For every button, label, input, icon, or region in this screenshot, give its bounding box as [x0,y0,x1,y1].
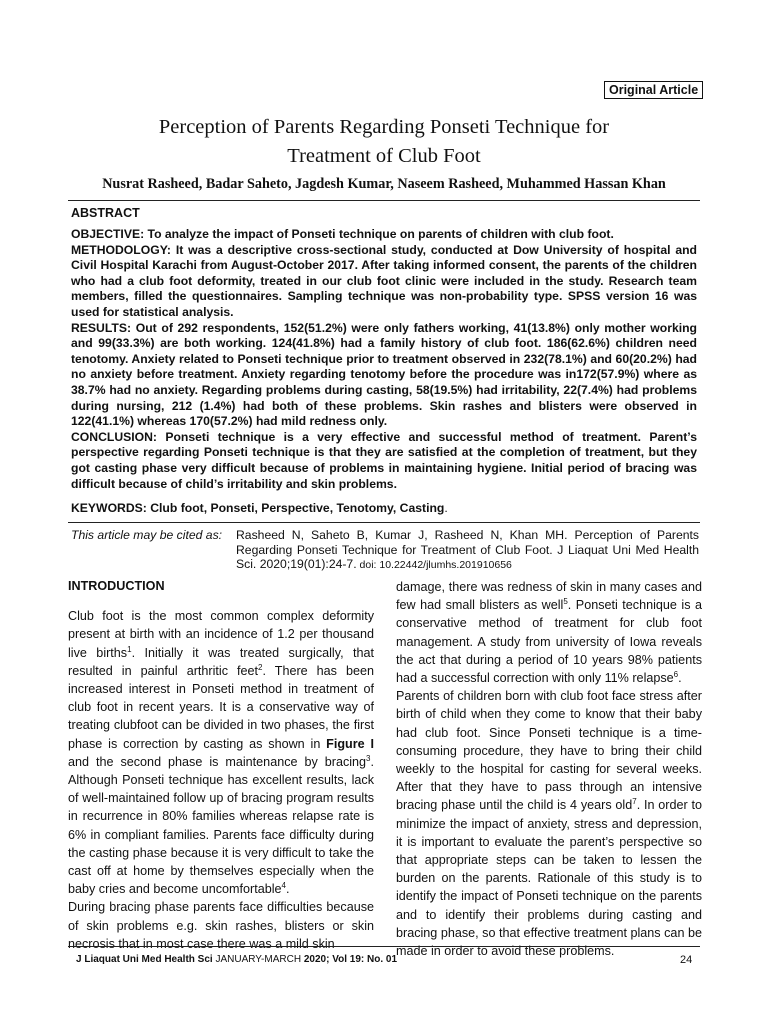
keywords-end: . [444,501,448,515]
journal-name: J Liaquat Uni Med Health Sci [76,954,213,965]
reference-marker: 4 [281,881,286,891]
objective-text: To analyze the impact of Ponseti technique on parents of children with club foot. [144,227,614,241]
intro-text: . In order to minimize the impact of anxiety, stress and depression, it is important to evaluate the parent’s perspective so that appropriate steps can be taken to lessen the burden on the parents. Rationale of this study is to identify the impact of Ponseti technique on the parents and to identify their problems during casting and bracing phase, so that effective treatment plans can be made in order to avoid these problems. [396,798,702,959]
intro-text: Parents of children born with club foot face stress after birth of child when they come to know that their baby had club foot. Since Ponseti technique is a time-consuming procedure, they have to bring their child weekly to the hospital for casting for several weeks. After that they have to pass through an intensive bracing phase until the child is 4 years old [396,689,702,813]
introduction-heading: INTRODUCTION [68,579,165,593]
article-title [68,113,700,171]
reference-marker: 5 [563,597,568,607]
abstract-objective [71,227,697,243]
author-list: Nusrat Rasheed, Badar Saheto, Jagdesh Kumar, Naseem Rasheed, Muhammed Hassan Khan [102,176,666,192]
keywords-label: KEYWORDS: [71,501,147,515]
intro-text: damage, there was redness of skin in many cases and few had small blisters as well [396,580,702,613]
figure-reference: Figure I [326,736,374,751]
abstract-methodology [71,243,697,321]
intro-text: . Ponseti technique is a conservative method of treatment for club foot management. A study from university of Iowa reveals the act that during a period of 10 years 98% patients had a successful correction with only 11% relapse [396,598,702,686]
citation-label: This article may be cited as: [71,528,223,542]
title-line-1: Perception of Parents Regarding Ponseti Technique for [158,116,610,138]
intro-paragraph-4 [396,687,702,960]
citation-text [236,528,699,573]
page-number: 24 [680,954,693,966]
results-label: RESULTS: [71,320,132,335]
issue-period: JANUARY-MARCH [212,954,304,965]
reference-marker: 1 [127,644,132,654]
citation-reference: Rasheed N, Saheto B, Kumar J, Rasheed N, Khan MH. Perception of Parents Regarding Ponseti Technique for Treatment of Club Foot. J Liaquat Uni Med Health Sci. 2020;19(01):24-7. [236,528,699,572]
intro-text: . There has been increased interest in Ponseti method in treatment of club foot in recent years. It is a conservative way of treating clubfoot can be divided in two phases, the first phase is correction by casting as shown in [68,663,374,751]
citation-doi: doi: 10.22442/jlumhs.201910656 [356,559,512,572]
intro-paragraph-2: During bracing phase parents face difficulties because of skin problems e.g. skin rashes, blisters or skin necrosis that in most case there was a mild skin [68,900,374,951]
intro-paragraph-3 [396,578,702,687]
conclusion-text: Ponseti technique is a very effective and successful method of treatment. Parent’s perspective regarding Ponseti technique is that they are satisfied at the completion of treatment, but they got casting phase very difficult because of problems in maintaining hygiene. Initial period of bracing was difficult because of child’s irritability and skin problems. [71,429,697,491]
results-text: Out of 292 respondents, 152(51.2%) were only fathers working, 41(13.8%) only mother working and 99(33.3%) are both working. 124(41.8%) had a family history of club foot. 186(62.6%) children need tenotomy. Anxiety related to Ponseti technique prior to treatment observed in 232(78.1%) and 60(20.2%) had no anxiety before treatment. Anxiety regarding tenotomy before the procedure was in172(57.9%) where as 38.7% had no anxiety. Regarding problems during casting, 58(19.5%) had irritability, 22(7.4%) had problems during nursing, 212 (1.4%) had both of these problems. Skin rashes and blisters were observed in 122(41.1%) whereas 170(57.2%) had mild redness only. [71,320,697,429]
methodology-text: It was a descriptive cross-sectional study, conducted at Dow University of hospital and Civil Hospital Karachi from August-October 2017. After taking informed consent, the parents of the children who had a club foot deformity, treated in our club foot clinic were included in the study. Research team members, filled the questionnaires. Sampling technique was non-probability type. SPSS version 16 was used for statistical analysis. [71,242,697,319]
reference-marker: 7 [632,797,637,807]
intro-text: . Initially it was treated surgically, that resulted in painful arthritic feet [68,645,374,678]
intro-text: . [285,882,290,897]
abstract-heading: ABSTRACT [71,206,140,220]
conclusion-label: CONCLUSION: [71,429,157,444]
top-divider [68,200,700,201]
keywords [71,501,697,515]
intro-text: . Although Ponseti technique has excellent results, lack of well-maintained follow up of bracing program results in recurrence in 80% families whereas relapse rate is 6% in compliant families. Parents face difficulty during the casting phase because it is very difficult to take the cast off at home by themselves especially when the baby cries and become uncomfortable [68,754,374,897]
reference-marker: 2 [258,662,263,672]
intro-text: Club foot is the most common complex deformity present at birth with an incidence of 1.2 per thousand live births [68,609,374,660]
footer-divider [68,946,700,947]
reference-marker: 6 [673,669,679,679]
left-column [68,577,374,953]
article-type-badge: Original Article [604,81,703,99]
objective-label: OBJECTIVE: [71,227,145,241]
right-column [396,578,702,960]
title-line-2: Treatment of Club Foot [287,145,481,167]
abstract-results [71,321,697,430]
methodology-label: METHODOLOGY: [71,242,171,257]
keywords-text: Club foot, Ponseti, Perspective, Tenotomy, Casting [146,501,445,515]
abstract-body [71,227,697,492]
reference-marker: 3 [366,753,371,763]
abstract-conclusion [71,430,697,492]
intro-text: . [678,671,682,686]
intro-text: and the second phase is maintenance by bracing [68,754,367,769]
journal-footer [76,954,397,965]
issue-year: 2020 [303,954,327,965]
intro-paragraph-1 [68,607,374,898]
citation-divider [68,522,700,523]
issue-volume: ; Vol 19: No. 01 [326,954,398,965]
